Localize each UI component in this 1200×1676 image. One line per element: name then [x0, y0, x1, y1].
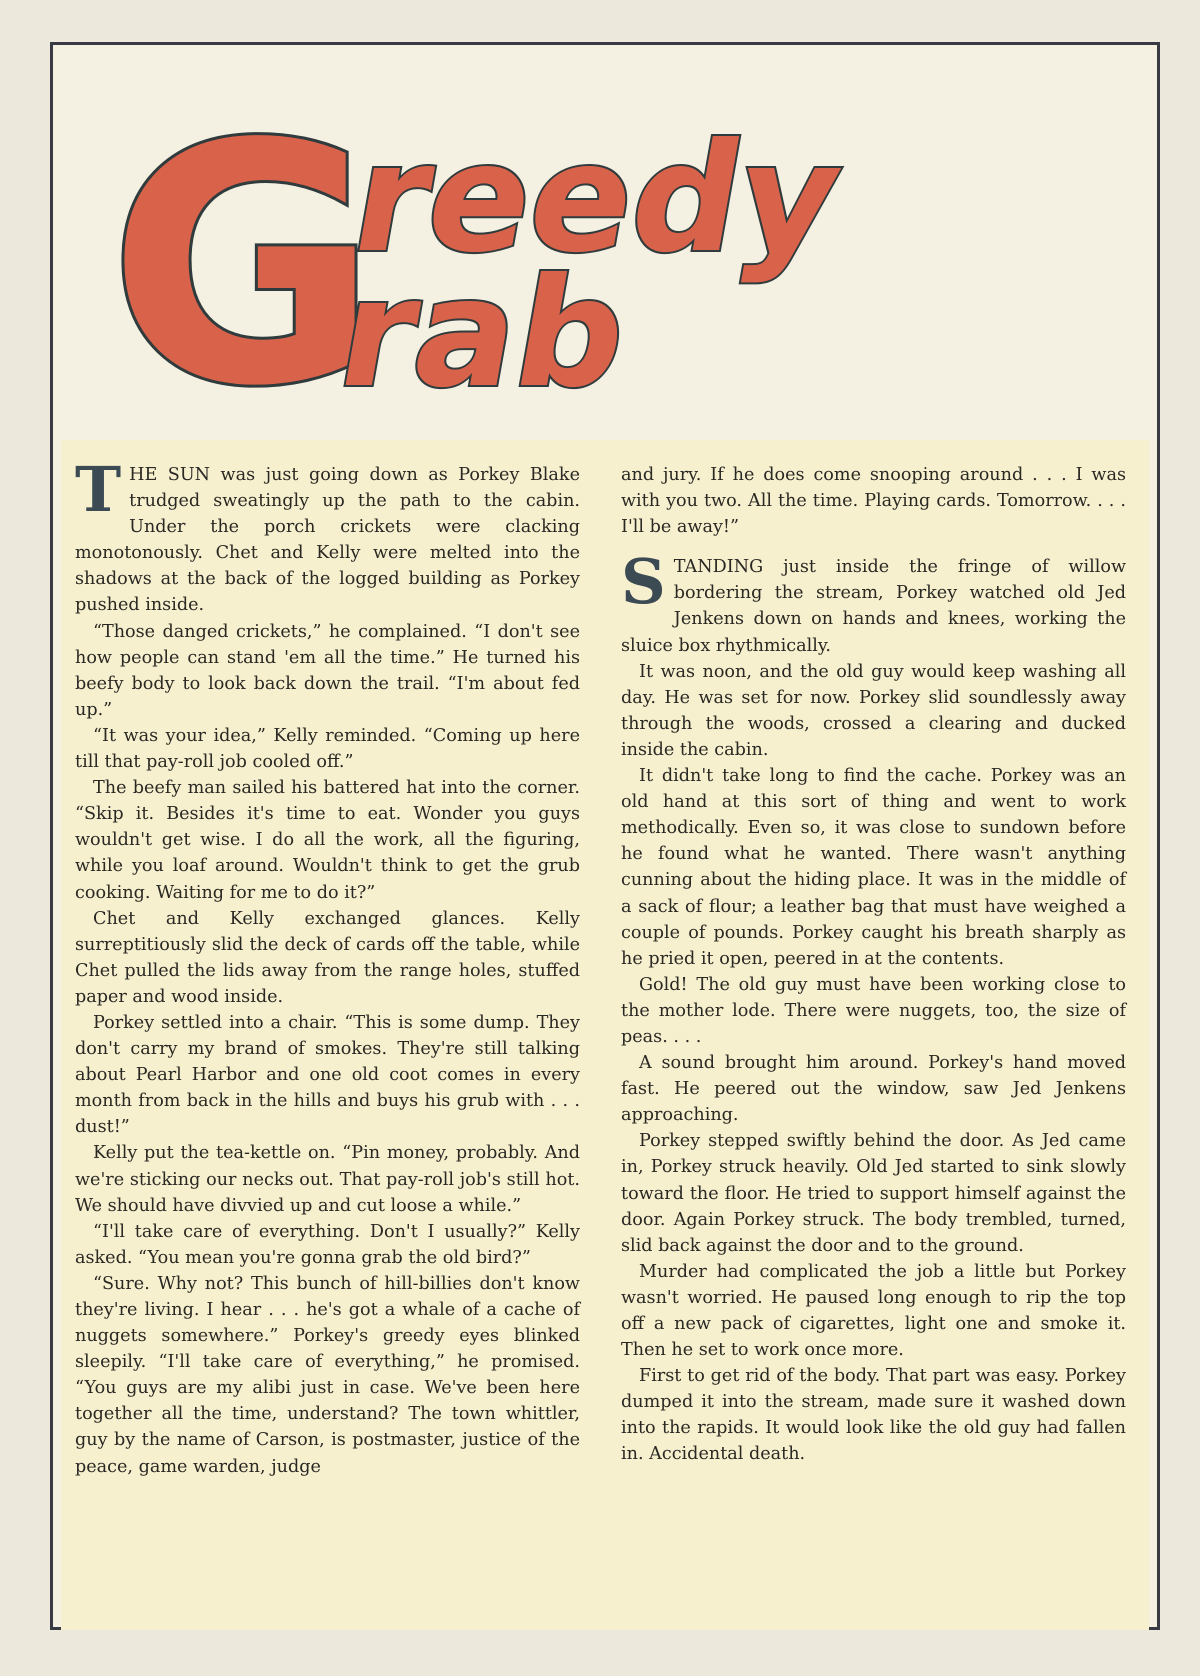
page-frame: [50, 42, 1160, 1630]
paragraph: “Sure. Why not? This bunch of hill-billies don't know they're living. I hear . . . he's got a whale of a cache of nuggets somewhere.” Porkey's greedy eyes blinked sleepily. “I'll take care of everything,” he promised. “You guys are my alibi just in case. We've been here together all the time, understand? The town whittler, guy by the name of Carson, is postmaster, justice of the peace, game warden, judge: [75, 1273, 580, 1477]
paragraph: Kelly put the tea-kettle on. “Pin money, probably. And we're sticking our necks out. That pay-roll job's still hot. We should have divvied up and cut loose a while.”: [75, 1143, 580, 1216]
title-initial-letter: G: [108, 74, 379, 440]
paragraph: “Those danged crickets,” he complained. “I don't see how people can stand 'em all the time.” He turned his beefy body to look back down the trail. “I'm about fed up.”: [75, 621, 580, 720]
title-word-top: reedy: [340, 111, 854, 286]
title-logo: [53, 45, 1157, 440]
paragraph: Gold! The old guy must have been working close to the mother lode. There were nuggets, too, the size of peas. . . .: [621, 974, 1126, 1047]
paragraph: Porkey stepped swiftly behind the door. As Jed came in, Porkey struck heavily. Old Jed started to sink slowly toward the floor. He tried to support himself against the door. Again Porkey struck. The body trembled, turned, slid back against the door and to the ground.: [621, 1131, 1126, 1256]
paragraph: THE SUN was just going down as Porkey Blake trudged sweatingly up the path to the cabin. Under the porch crickets were clacking monotonously. Chet and Kelly were melted into the shadows at the back of the logged building as Porkey pushed inside.: [75, 453, 580, 616]
paragraph: First to get rid of the body. That part was easy. Porkey dumped it into the stream, made sure it washed down into the rapids. It would look like the old guy had fallen in. Accidental death.: [621, 1366, 1126, 1465]
drop-cap: T: [75, 453, 122, 526]
paragraph: “It was your idea,” Kelly reminded. “Coming up here till that pay-roll job cooled off.”: [75, 725, 580, 773]
paragraph: The beefy man sailed his battered hat into the corner. “Skip it. Besides it's time to eat. Wonder you guys wouldn't get wise. I do all the work, all the figuring, while you loaf around. Wouldn't think to get the grub cooking. Waiting for me to do it?”: [75, 778, 580, 903]
title-word-bottom: rab: [326, 246, 641, 421]
story-column-right: [621, 462, 1126, 1468]
drop-cap: S: [621, 545, 666, 619]
paragraph: Porkey settled into a chair. “This is some dump. They don't carry my brand of smokes. They're still talking about Pearl Harbor and one old coot comes in every month from back in the hills and buys his grub with . . . dust!”: [75, 1012, 580, 1138]
paragraph: STANDING just inside the fringe of willow bordering the stream, Porkey watched old Jed Jenkens down on hands and knees, working the sluice box rhythmically.: [621, 545, 1126, 656]
story-column-left: [75, 453, 580, 1480]
paragraph: Chet and Kelly exchanged glances. Kelly surreptitiously slid the deck of cards off the table, while Chet pulled the lids away from the range holes, stuffed paper and wood inside.: [75, 908, 580, 1007]
title-banner: [53, 45, 1157, 440]
story-body: [61, 440, 1149, 1630]
paragraph: A sound brought him around. Porkey's hand moved fast. He peered out the window, saw Jed Jenkens approaching.: [621, 1053, 1126, 1126]
paragraph-continuation: and jury. If he does come snooping around . . . I was with you two. All the time. Playing cards. Tomorrow. . . . I'll be away!”: [621, 465, 1126, 538]
paragraph: “I'll take care of everything. Don't I usually?” Kelly asked. “You mean you're gonna grab the old bird?”: [75, 1221, 580, 1268]
paragraph: Murder had complicated the job a little but Porkey wasn't worried. He paused long enough to rip the top off a new pack of cigarettes, light one and smoke it. Then he set to work once more.: [621, 1261, 1126, 1361]
paragraph: It didn't take long to find the cache. Porkey was an old hand at this sort of thing and went to work methodically. Even so, it was close to sundown before he found what he wanted. There wasn't anything cunning about the hiding place. It was in the middle of a sack of flour; a leather bag that must have weighed a couple of pounds. Porkey caught his breath sharply as he pried it open, peered in at the contents.: [621, 766, 1126, 969]
paragraph: It was noon, and the old guy would keep washing all day. He was set for now. Porkey slid soundlessly away through the woods, crossed a clearing and ducked inside the cabin.: [621, 661, 1126, 760]
